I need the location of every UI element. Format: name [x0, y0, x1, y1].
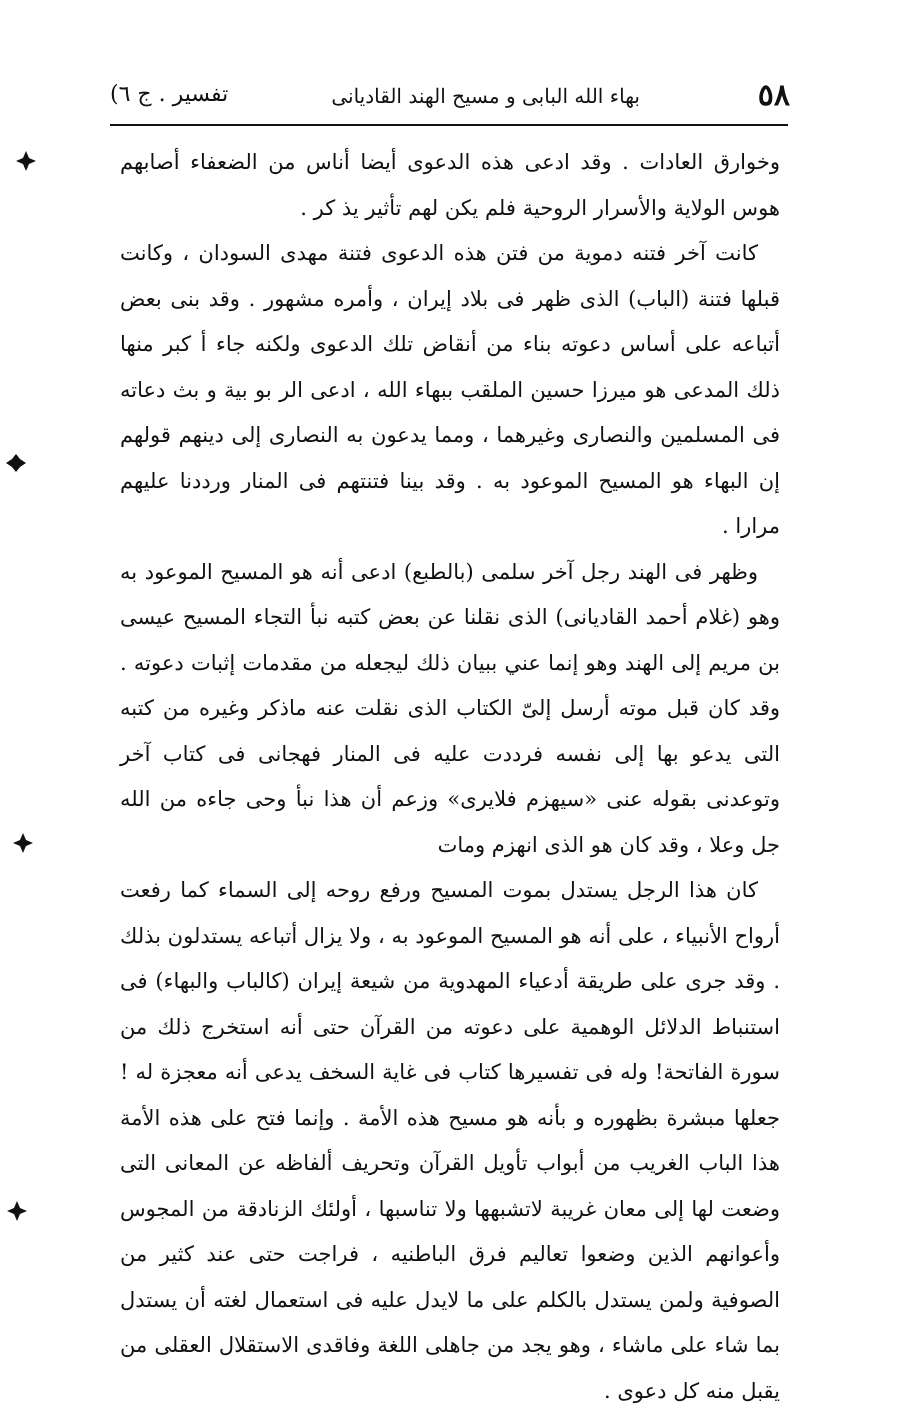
page-header: [110, 78, 790, 124]
binding-hole-mark: [6, 1200, 28, 1222]
paragraph: كانت آخر فتنه دموية من فتن هذه الدعوى فتنة مهدى السودان ، وكانت قبلها فتنة (الباب) الذى ظهر فى بلاد إيران ، وأمره مشهور . وقد بنى بعض أتباعه على أساس دعوته بناء من أنقاض تلك الدعوى ولكنه جاء أ كبر منها ذلك المدعى هو ميرزا حسين الملقب ببهاء الله ، ادعى الر بو بية و بث دعاته فى المسلمين والنصارى وغيرهما ، ومما يدعون به النصارى إلى دينهم قولهم إن البهاء هو المسيح الموعود به . وقد بينا فتنتهم فى المنار ورددنا عليهم مرارا .: [120, 241, 780, 538]
paragraph: كان هذا الرجل يستدل بموت المسيح ورفع روحه إلى السماء كما رفعت أرواح الأنبياء ، على أنه هو المسيح الموعود به ، ولا يزال أتباعه يستدلون بذلك . وقد جرى على طريقة أدعياء المهدوية من شيعة إيران (كالباب والبهاء) فى استنباط الدلائل الوهمية على دعوته من القرآن حتى أنه استخرج ذلك من سورة الفاتحة! وله فى تفسيرها كتاب فى غاية السخف يدعى أنه معجزة له ! جعلها مبشرة بظهوره و بأنه هو مسيح هذه الأمة . وإنما فتح على هذه الأمة هذا الباب الغريب من أبواب تأويل القرآن وتحريف ألفاظه عن المعانى التى وضعت لها إلى معان غريبة لاتشبهها ولا تناسبها ، أولئك الزنادقة من المجوس وأعوانهم الذين وضعوا تعاليم فرق الباطنيه ، فراجت حتى عند كثير من الصوفية ولمن يستدل بالكلم على ما لايدل عليه فى استعمال لغته أن يستدل بما شاء على ماشاء ، وهو يجد من جاهلى اللغة وفاقدى الاستقلال العقلى من يقبل منه كل دعوى .: [120, 878, 780, 1403]
binding-hole-mark: [12, 832, 34, 854]
header-rule: [110, 124, 788, 126]
body-text: [120, 140, 780, 1414]
running-title: بهاء الله البابى و مسيح الهند القاديانى: [331, 84, 640, 108]
paragraph: وظهر فى الهند رجل آخر سلمى (بالطبع) ادعى أنه هو المسيح الموعود به وهو (غلام أحمد القاديانى) الذى نقلنا عن بعض كتبه نبأ التجاء المسيح عيسى بن مريم إلى الهند وهو إنما عني ببيان ذلك ليجعله من مقدمات إثبات دعوته . وقد كان قبل موته أرسل إلىّ الكتاب الذى نقلت عنه ماذكر وغيره من كتبه التى يدعو بها إلى نفسه فرددت عليه فى المنار فهجانى فى كتاب آخر وتوعدنى بقوله عنى «سيهزم فلايرى» وزعم أن هذا نبأ وحى جاءه من الله جل وعلا ، وقد كان هو الذى انهزم ومات: [120, 559, 780, 857]
page-number: ٥٨: [757, 78, 790, 113]
paragraph: وخوارق العادات . وقد ادعى هذه الدعوى أيضا أناس من الضعفاء أصابهم هوس الولاية والأسرار الروحية فلم يكن لهم تأثير يذ كر .: [120, 150, 780, 220]
binding-hole-mark: [5, 452, 27, 474]
binding-hole-mark: [15, 150, 37, 172]
section-label: تفسير . ج ٦): [110, 82, 229, 107]
